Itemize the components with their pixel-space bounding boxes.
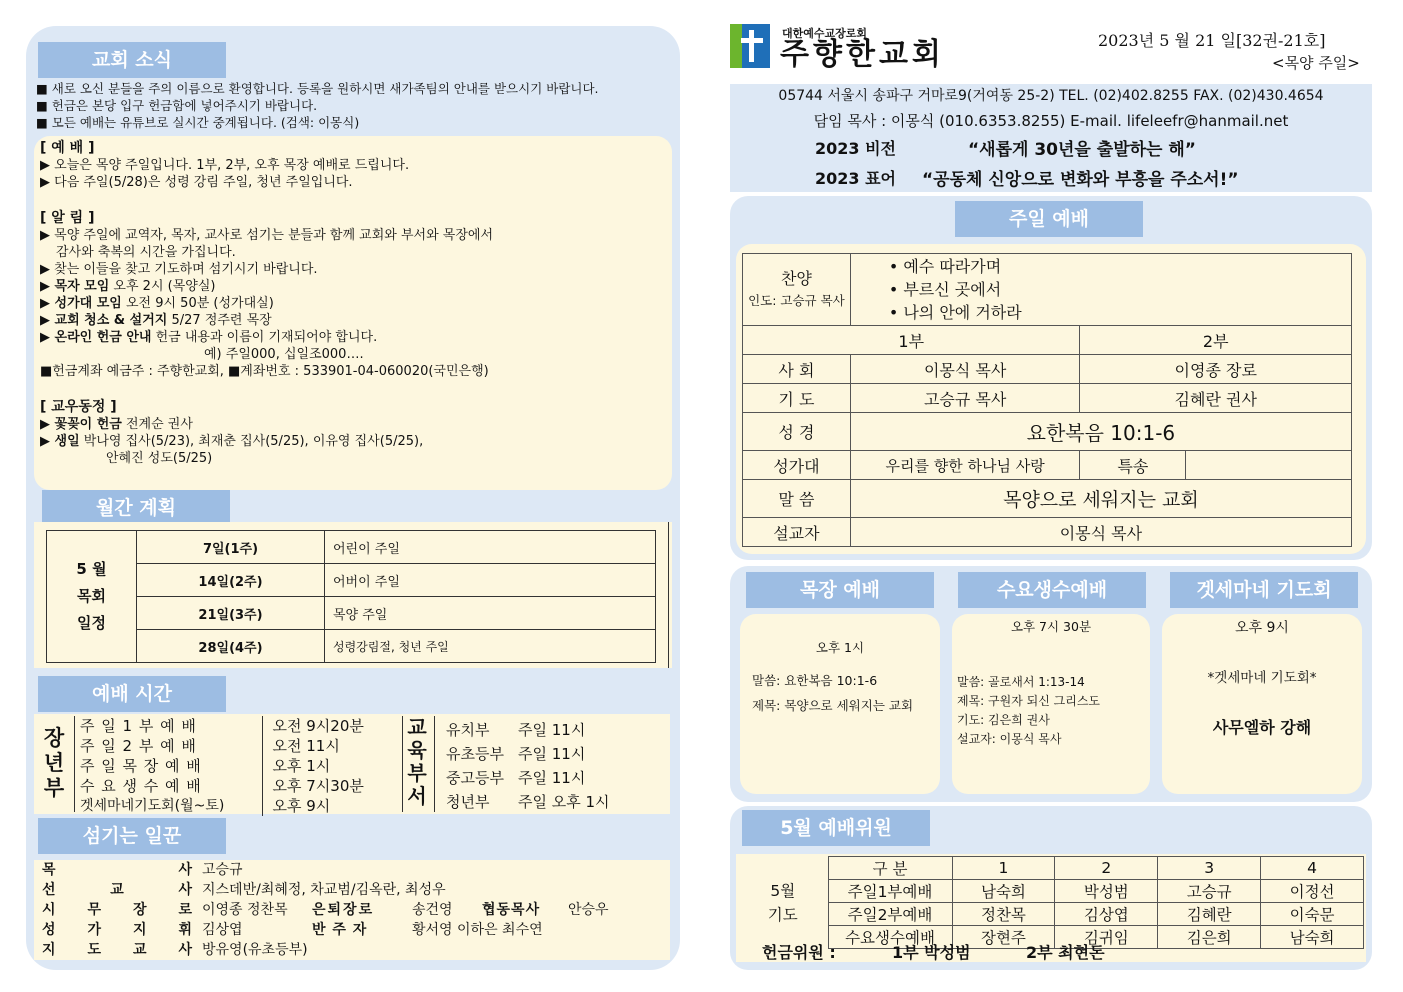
family-heading: [ 교우동정 ] (40, 399, 117, 415)
servant-names: 방유영(유초등부) (202, 942, 308, 958)
servant-names: 이영종 정찬목 (202, 902, 288, 918)
song-item: • 예수 따라가며 (888, 257, 1002, 276)
may-servants-table (738, 856, 1364, 949)
servant-names: 김상엽 (202, 922, 243, 938)
wednesday-subject: 제목: 구원자 되신 그리스도 (957, 694, 1100, 708)
servant-role: 은퇴장로 (312, 902, 375, 918)
may-worker: 남숙희 (952, 880, 1055, 903)
may-header: 4 (1261, 857, 1364, 880)
may-worker: 김귀임 (1055, 926, 1158, 949)
plan-date: 21일(3주) (137, 597, 325, 630)
vision-text: “새롭게 30년을 출발하는 해” (968, 140, 1196, 160)
praise-cell (743, 254, 851, 326)
worship-name: 주 일 목 장 예 배 (80, 757, 202, 775)
sunday-worship-title: 주일 예배 (955, 201, 1143, 237)
sermon-title: 목양으로 세워지는 교회 (850, 480, 1351, 518)
notice-detail-line: ▶ 찾는 이들을 찾고 기도하며 섬기시기 바랍니다. (40, 262, 318, 277)
row-label: 기 도 (743, 384, 851, 413)
cell-worship-title: 목장 예배 (746, 572, 934, 608)
scripture-label: 성 경 (743, 413, 851, 451)
offering-1: 1부 박성범 (892, 943, 971, 962)
sunday-worship-table (742, 253, 1352, 547)
part1-header: 1부 (743, 326, 1080, 355)
monthly-plan-label: 5 월 목회 일정 (47, 531, 137, 663)
flower-line: ▶ 꽃꽂이 헌금 전계순 권사 (40, 417, 193, 432)
may-worker: 장현주 (952, 926, 1055, 949)
birthday-line-2: 안혜진 성도(5/25) (106, 451, 213, 466)
servant-names: 송건영 (412, 902, 453, 918)
worship-line: ▶ 오늘은 목양 주일입니다. 1부, 2부, 오후 목장 예배로 드립니다. (40, 158, 410, 173)
may-service: 수요생수예배 (828, 926, 952, 949)
edu-dept: 유치부 (446, 721, 490, 739)
may-header: 2 (1055, 857, 1158, 880)
choir-label: 성가대 (743, 451, 851, 480)
may-header: 구 분 (828, 857, 952, 880)
preacher: 이몽식 목사 (850, 518, 1351, 547)
wednesday-worship-title: 수요생수예배 (958, 572, 1146, 608)
gethsemane-time: 오후 9시 (1235, 620, 1289, 636)
servant-names: 황서영 이하은 최수연 (412, 922, 543, 938)
bold-item: ▶ 교회 청소 & 설거지 5/27 정주련 목장 (40, 313, 272, 328)
gethsemane-box (1162, 614, 1362, 794)
pastor-contact: 담임 목사 : 이몽식 (010.6353.8255) E-mail. lifeleefr@hanmail.net (813, 112, 1289, 130)
address: 05744 서울시 송파구 거마로9(거여동 25-2) TEL. (02)402.8255 FAX. (02)430.4654 (778, 88, 1324, 104)
bold-item: ▶ 온라인 헌금 안내 헌금 내용과 이름이 기재되어야 합니다. (40, 330, 378, 345)
notice-line: ■ 헌금은 본당 입구 헌금함에 넣어주시기 바랍니다. (36, 98, 318, 113)
monthly-plan-table (46, 530, 656, 663)
p1-value: 이몽식 목사 (850, 355, 1080, 384)
adult-worship-table (80, 716, 402, 816)
worship-line: ▶ 다음 주일(5/28)은 성령 강림 주일, 청년 주일입니다. (40, 175, 353, 190)
part2-header: 2부 (1080, 326, 1352, 355)
may-worker: 이정선 (1261, 880, 1364, 903)
bold-item: ▶ 목자 모임 오후 2시 (목양실) (40, 279, 216, 294)
scripture: 요한복음 10:1-6 (850, 413, 1351, 451)
news-detail (40, 140, 670, 467)
servant-role: 시 무 장 로 (42, 902, 192, 918)
notice-detail-line: 감사와 축복의 시간을 가집니다. (56, 245, 236, 260)
plan-date: 14일(2주) (137, 564, 325, 597)
servant-names: 안승우 (568, 902, 609, 918)
may-worker: 남숙희 (1261, 926, 1364, 949)
song-item: • 부르신 곳에서 (888, 280, 1002, 299)
preacher-label: 설교자 (743, 518, 851, 547)
edu-time: 주일 11시 (518, 721, 586, 739)
gethsemane-title: 겟세마네 기도회 (1170, 572, 1358, 608)
servant-names: 고승규 (202, 862, 243, 878)
cell-worship-time: 오후 1시 (815, 640, 865, 655)
may-side-label: 5월 기도 (738, 857, 828, 949)
edu-time: 주일 오후 1시 (518, 793, 610, 811)
notice-detail-line: ▶ 목양 주일에 교역자, 목자, 교사로 섬기는 분들과 함께 교회와 부서와 목장에서 (40, 228, 494, 243)
servant-role: 반 주 자 (312, 922, 368, 938)
servants-title: 섬기는 일꾼 (38, 818, 226, 854)
worship-name: 주 일 1 부 예 배 (80, 717, 197, 735)
may-worker: 이숙문 (1261, 903, 1364, 926)
servant-role: 협동목사 (482, 902, 541, 918)
song-item: • 나의 안에 거하라 (888, 303, 1022, 322)
may-worker: 박성범 (1055, 880, 1158, 903)
monthly-plan-title: 월간 계획 (42, 490, 230, 526)
denomination: 대한예수교장로회 (782, 27, 868, 40)
adult-dept-label: 장년부 (43, 726, 65, 800)
plan-date: 7일(1주) (137, 531, 325, 564)
worship-name: 주 일 2 부 예 배 (80, 737, 197, 755)
notice-line: ■ 모든 예배는 유튜브로 실시간 중계됩니다. (검색: 이몽식) (36, 115, 360, 130)
servant-role: 지 도 교 사 (42, 942, 192, 958)
cell-worship-subject: 제목: 목양으로 세워지는 교회 (752, 698, 914, 713)
special-label: 특송 (1080, 451, 1186, 480)
worship-time: 오후 7시30분 (262, 776, 402, 796)
church-name: 주향한교회 (780, 37, 945, 72)
may-worker: 김혜란 (1158, 903, 1261, 926)
plan-event: 어버이 주일 (325, 564, 656, 597)
songs-cell (850, 254, 1351, 326)
may-worker: 정찬목 (952, 903, 1055, 926)
servant-role: 성 가 지 휘 (42, 922, 192, 938)
birthday-line: ▶ 생일 박나영 집사(5/23), 최재춘 집사(5/25), 이유영 집사(5/25), (40, 434, 424, 449)
p1-value: 고승규 목사 (850, 384, 1080, 413)
edu-time: 주일 11시 (518, 769, 586, 787)
wednesday-preacher: 설교자: 이몽식 목사 (957, 732, 1062, 746)
special-song (1186, 451, 1352, 480)
p2-value: 김혜란 권사 (1080, 384, 1352, 413)
church-logo-icon (730, 24, 770, 68)
offering-2: 2부 최현돈 (1026, 943, 1105, 962)
servant-names: 지스데반/최혜정, 차교범/김옥란, 최성우 (202, 882, 446, 898)
account-line: ■헌금계좌 예금주 : 주향한교회, ■계좌번호 : 533901-04-060020(국민은행) (40, 364, 489, 379)
edu-worship-table (446, 718, 610, 814)
may-worker: 김상엽 (1055, 903, 1158, 926)
may-header: 3 (1158, 857, 1261, 880)
may-worker: 고승규 (1158, 880, 1261, 903)
worship-time: 오후 9시 (262, 796, 402, 816)
may-service: 주일1부예배 (828, 880, 952, 903)
plan-event: 어린이 주일 (325, 531, 656, 564)
servants-table (42, 860, 609, 960)
church-news-notices (36, 80, 676, 131)
servant-role: 목 사 (42, 862, 192, 878)
edu-dept: 중고등부 (446, 769, 504, 787)
edu-dept-label: 교육부서 (407, 715, 427, 808)
may-worker: 김은희 (1158, 926, 1261, 949)
motto-label: 2023 표어 (815, 169, 897, 188)
may-servants-title: 5월 예배위원 (742, 810, 930, 846)
edu-dept: 청년부 (446, 793, 490, 811)
worship-name: 수 요 생 수 예 배 (80, 777, 202, 795)
sermon-label: 말 씀 (743, 480, 851, 518)
gethsemane-lecture: 사무엘하 강해 (1212, 718, 1312, 737)
worship-time: 오후 1시 (262, 756, 402, 776)
plan-event: 목양 주일 (325, 597, 656, 630)
praise-label: 찬양 (780, 268, 812, 288)
motto-text: “공동체 신앙으로 변화와 부흥을 주소서!” (922, 170, 1239, 190)
servant-role: 선 교 사 (42, 882, 192, 898)
wednesday-time: 오후 7시 30분 (1010, 619, 1092, 634)
edu-dept: 유초등부 (446, 745, 504, 763)
vision-label: 2023 비전 (815, 139, 897, 158)
edu-time: 주일 11시 (518, 745, 586, 763)
may-header: 1 (952, 857, 1055, 880)
offering-label: 헌금위원 : (762, 943, 836, 962)
choir-song: 우리를 향한 하나님 사랑 (850, 451, 1080, 480)
worship-times-title: 예배 시간 (38, 676, 226, 712)
wednesday-prayer: 기도: 김은희 권사 (957, 713, 1050, 727)
may-service: 주일2부예배 (828, 903, 952, 926)
wednesday-scripture: 말씀: 골로새서 1:13-14 (957, 675, 1085, 689)
plan-event: 성령강림절, 청년 주일 (325, 630, 656, 663)
p2-value: 이영종 장로 (1080, 355, 1352, 384)
notice-heading: [ 알 림 ] (40, 210, 95, 226)
cell-worship-scripture: 말씀: 요한복음 10:1-6 (752, 673, 878, 688)
worship-heading: [ 예 배 ] (40, 140, 95, 156)
bold-item: ▶ 성가대 모임 오전 9시 50분 (성가대실) (40, 296, 274, 311)
gethsemane-name: *겟세마네 기도회* (1207, 670, 1317, 686)
date-line: 2023년 5 월 21 일[32권-21호] (1098, 31, 1326, 50)
row-label: 사 회 (743, 355, 851, 384)
worship-time: 오전 11시 (262, 736, 402, 756)
plan-date: 28일(4주) (137, 630, 325, 663)
worship-name: 겟세마네기도회(월~토) (80, 798, 225, 814)
online-example: 예) 주일000, 십일조000…. (204, 347, 364, 362)
worship-time: 오전 9시20분 (262, 716, 402, 736)
church-news-title: 교회 소식 (38, 42, 226, 78)
sunday-name: <목양 주일> (1272, 54, 1360, 72)
notice-line: ■ 새로 오신 분들을 주의 이름으로 환영합니다. 등록을 원하시면 새가족팀의 안내를 받으시기 바랍니다. (36, 81, 599, 96)
praise-leader: 인도: 고승규 목사 (748, 292, 845, 308)
